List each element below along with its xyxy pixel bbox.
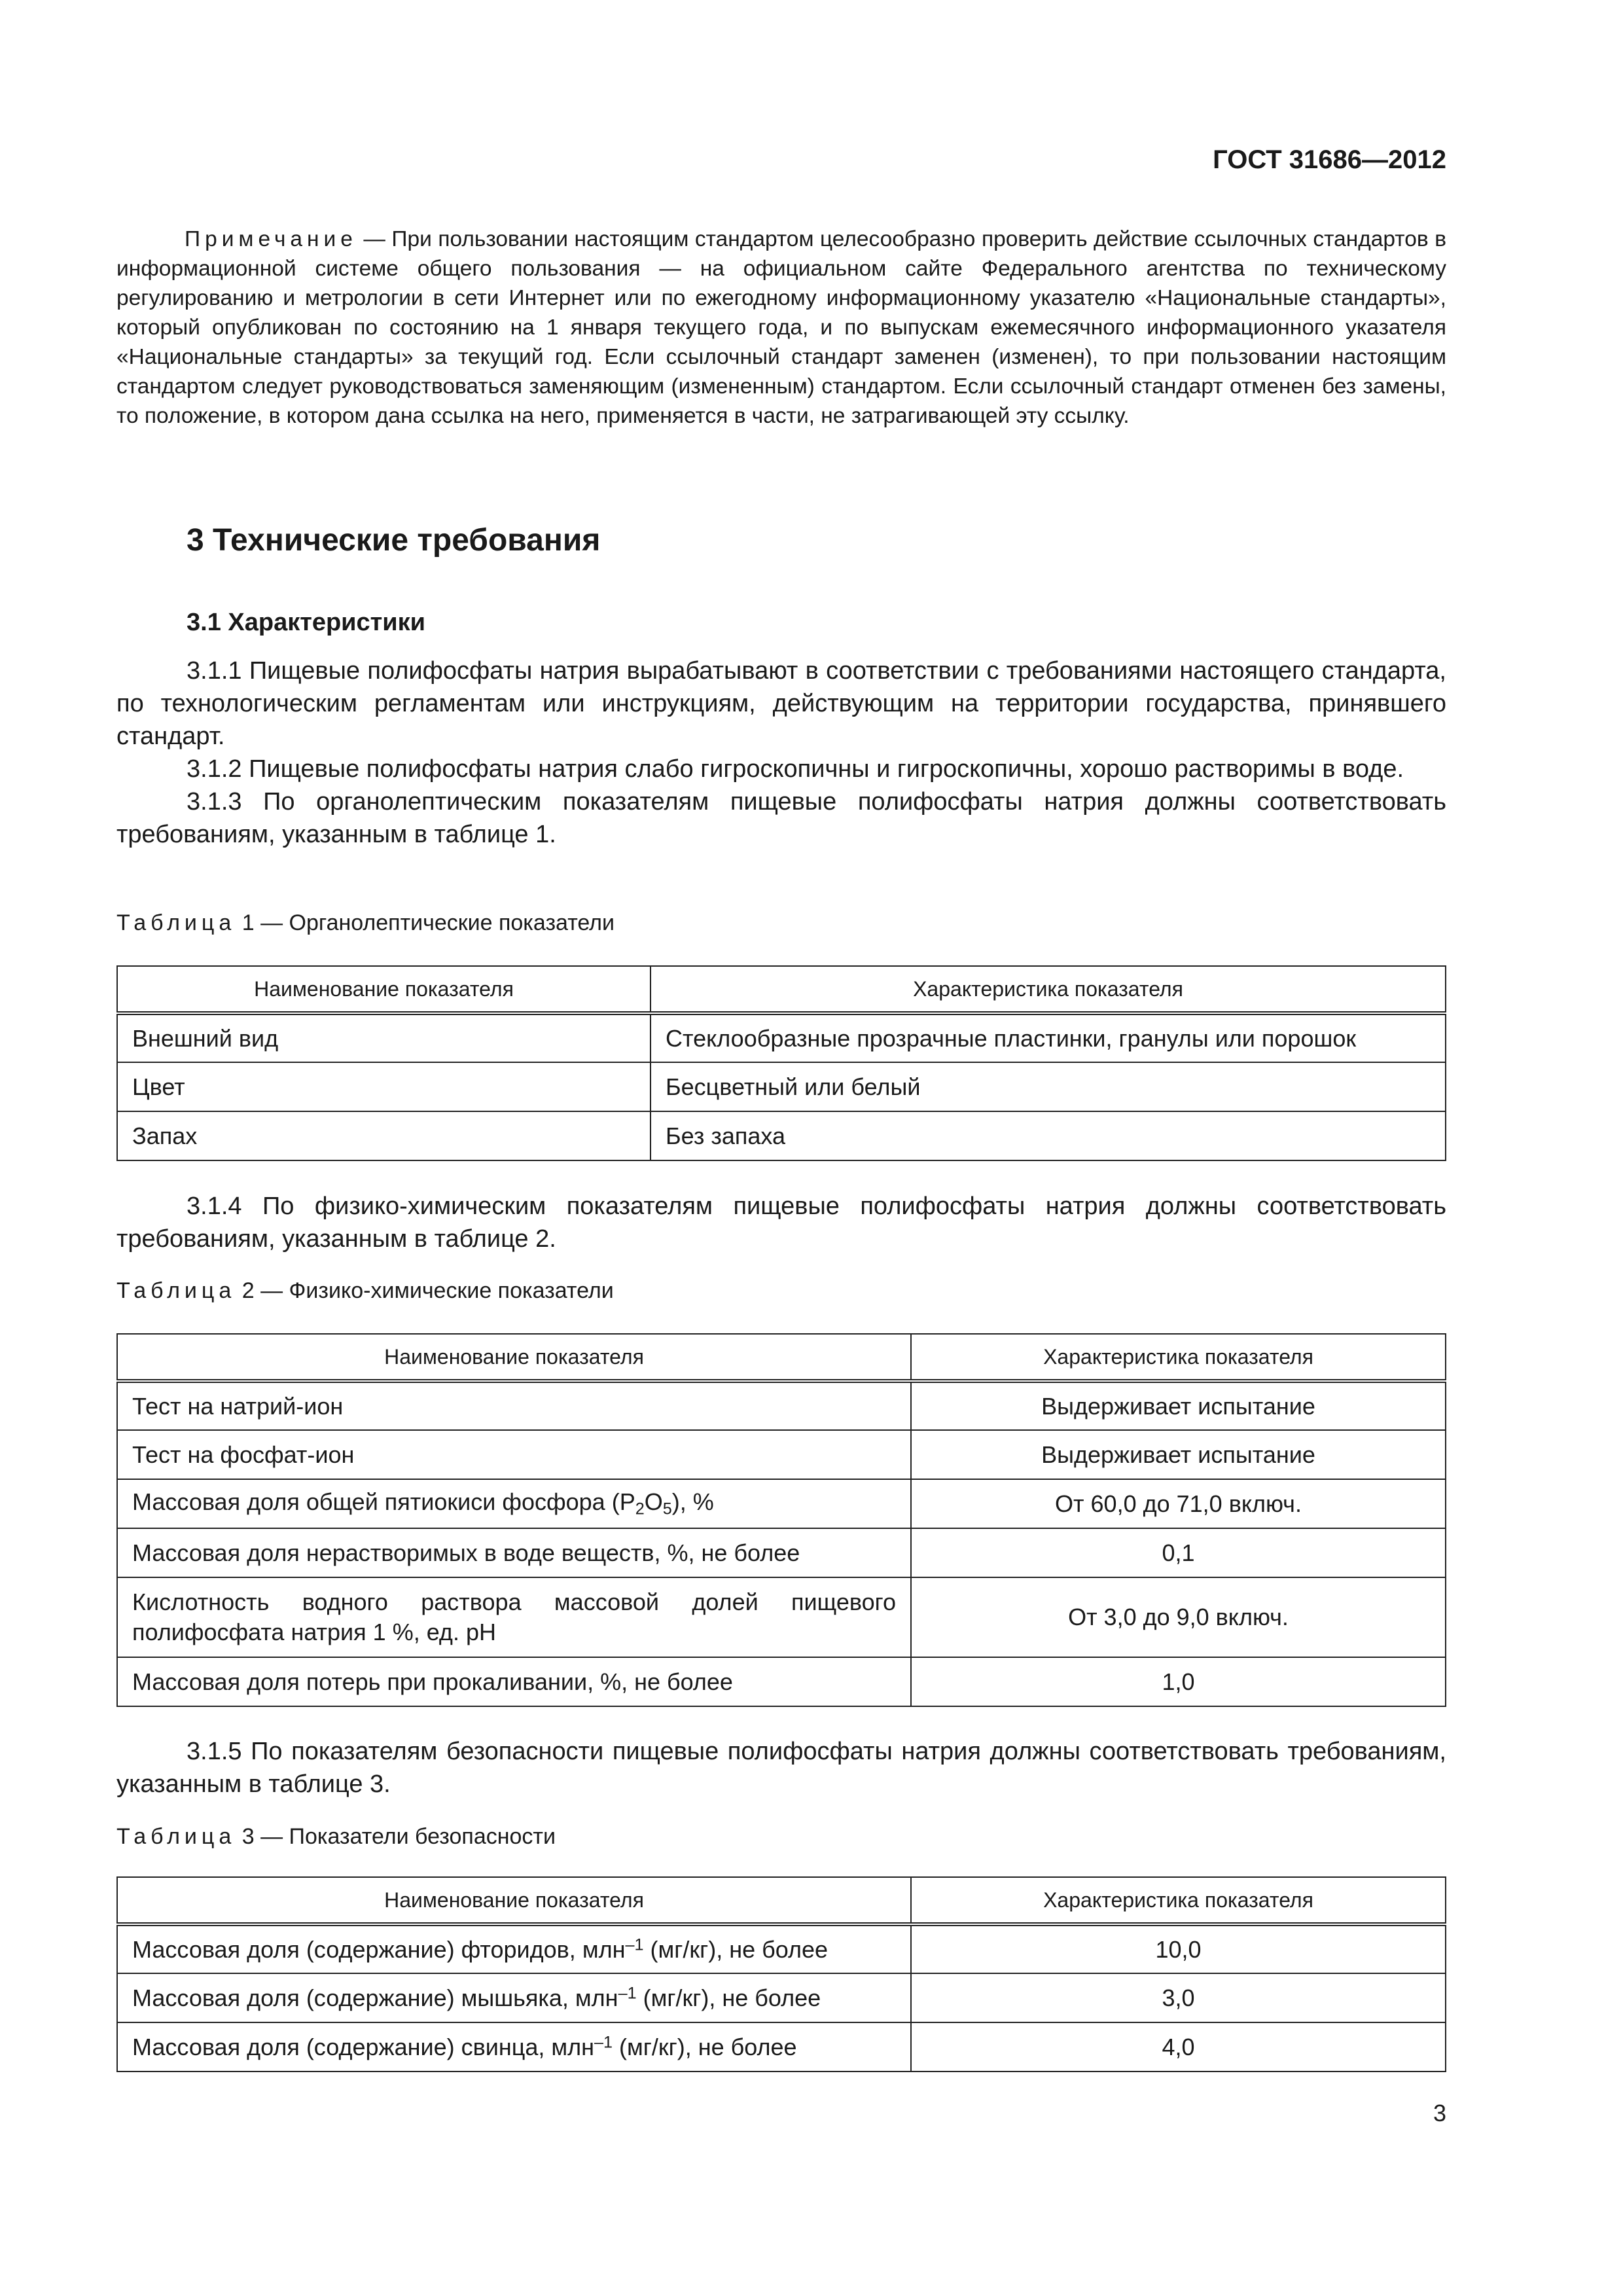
table-header-cell: Наименование показателя xyxy=(117,1877,911,1924)
paragraph-3-1-4-block xyxy=(116,1190,1446,1255)
paragraph-3-1-3: 3.1.3 По органолептическим показателям пищевые полифосфаты натрия должны соответствовать требованиям, указанным в таблице 1. xyxy=(116,788,1446,848)
table-header-cell: Характеристика показателя xyxy=(911,1877,1446,1924)
subsection-title: 3.1 Характеристики xyxy=(187,609,426,636)
page-number: 3 xyxy=(1433,2100,1446,2126)
table-cell: Тест на фосфат-ион xyxy=(117,1430,911,1479)
table-header-cell: Характеристика показателя xyxy=(651,966,1446,1013)
table-cell: Тест на натрий-ион xyxy=(117,1381,911,1430)
paragraph-3-1-5-block xyxy=(116,1735,1446,1801)
table-cell: 4,0 xyxy=(911,2022,1446,2072)
table-cell: 3,0 xyxy=(911,1973,1446,2022)
reference-note xyxy=(116,224,1446,431)
table-row xyxy=(117,1111,1446,1160)
table-cell: Выдерживает испытание xyxy=(911,1381,1446,1430)
table-header-row xyxy=(117,966,1446,1013)
table1-label: Таблица xyxy=(116,910,236,935)
table-row xyxy=(117,1062,1446,1111)
table-cell: 1,0 xyxy=(911,1657,1446,1706)
table1-organoleptic xyxy=(116,965,1446,1161)
table-cell: Массовая доля (содержание) фторидов, млн$^{-1}$ (мг/кг), не более xyxy=(117,1924,911,1973)
table-cell: Массовая доля потерь при прокаливании, %, не более xyxy=(117,1657,911,1706)
table-cell: Массовая доля (содержание) свинца, млн$^{-1}$ (мг/кг), не более xyxy=(117,2022,911,2072)
table2-caption-text: 2 — Физико-химические показатели xyxy=(236,1278,614,1303)
table-cell: Бесцветный или белый xyxy=(651,1062,1446,1111)
table-cell: Выдерживает испытание xyxy=(911,1430,1446,1479)
table-header-cell: Характеристика показателя xyxy=(911,1334,1446,1381)
table-cell: Без запаха xyxy=(651,1111,1446,1160)
paragraph-3-1-5: 3.1.5 По показателям безопасности пищевые полифосфаты натрия должны соответствовать требованиям, указанным в таблице 3. xyxy=(116,1738,1446,1798)
table-row xyxy=(117,1577,1446,1657)
table-row xyxy=(117,1973,1446,2022)
table3-label: Таблица xyxy=(116,1824,236,1849)
table-row xyxy=(117,1479,1446,1528)
table-cell: Кислотность водного раствора массовой долей пищевого полифосфата натрия 1 %, ед. pH xyxy=(117,1577,911,1657)
table-cell: Внешний вид xyxy=(117,1013,651,1062)
table-cell: Массовая доля общей пятиокиси фосфора $(P_2O_5)$, % xyxy=(117,1479,911,1528)
document-code-header: ГОСТ 31686—2012 xyxy=(1213,145,1446,174)
table-header-row xyxy=(117,1334,1446,1381)
table-cell: От 3,0 до 9,0 включ. xyxy=(911,1577,1446,1657)
note-text: — При пользовании настоящим стандартом целесообразно проверить действие ссылочных стандартов в информационной системе общего пользования — на официальном сайте Федерального агентства по техническому регулированию и метрологии в сети Интернет или по ежегодному информационному указателю «Национальные стандарты», который опубликован по состоянию на 1 января текущего года, и по выпускам ежемесячного информационного указателя «Национальные стандарты» за текущий год. Если ссылочный стандарт заменен (изменен), то при пользовании настоящим стандартом следует руководствоваться заменяющим (измененным) стандартом. Если ссылочный стандарт отменен без замены, то положение, в котором дана ссылка на него, применяется в части, не затрагивающей эту ссылку. xyxy=(116,227,1446,428)
paragraph-3-1-1: 3.1.1 Пищевые полифосфаты натрия вырабатывают в соответствии с требованиями настоящего стандарта, по технологическим регламентам или инструкциям, действующим на территории государства, принявшего стандарт. xyxy=(116,657,1446,750)
paragraph-3-1-4: 3.1.4 По физико-химическим показателям пищевые полифосфаты натрия должны соответствовать требованиям, указанным в таблице 2. xyxy=(116,1193,1446,1253)
table-cell: Стеклообразные прозрачные пластинки, гранулы или порошок xyxy=(651,1013,1446,1062)
table-cell: 10,0 xyxy=(911,1924,1446,1973)
table-cell: Массовая доля (содержание) мышьяка, млн$^{-1}$ (мг/кг), не более xyxy=(117,1973,911,2022)
section-title: 3 Технические требования xyxy=(187,523,601,558)
table2-label: Таблица xyxy=(116,1278,236,1303)
table2-caption xyxy=(116,1278,614,1304)
table-cell: Цвет xyxy=(117,1062,651,1111)
table-header-cell: Наименование показателя xyxy=(117,1334,911,1381)
table3-safety xyxy=(116,1876,1446,2072)
table3-caption-text: 3 — Показатели безопасности xyxy=(236,1824,556,1849)
table-row xyxy=(117,1657,1446,1706)
paragraph-3-1-2: 3.1.2 Пищевые полифосфаты натрия слабо гигроскопичны и гигроскопичны, хорошо растворимы в воде. xyxy=(187,755,1404,783)
table-header-cell: Наименование показателя xyxy=(117,966,651,1013)
note-label: Примечание xyxy=(185,227,357,251)
table-cell: Массовая доля нерастворимых в воде веществ, %, не более xyxy=(117,1528,911,1577)
table1-caption xyxy=(116,910,615,936)
paragraphs-3-1-1-to-3-1-3 xyxy=(116,655,1446,851)
table1-caption-text: 1 — Органолептические показатели xyxy=(236,910,615,935)
table-row xyxy=(117,2022,1446,2072)
table-row xyxy=(117,1924,1446,1973)
table2-physico-chemical xyxy=(116,1333,1446,1707)
table-cell: Запах xyxy=(117,1111,651,1160)
table-row xyxy=(117,1528,1446,1577)
table-row xyxy=(117,1013,1446,1062)
table-row xyxy=(117,1381,1446,1430)
table-cell: 0,1 xyxy=(911,1528,1446,1577)
table3-caption xyxy=(116,1824,556,1850)
table-cell: От 60,0 до 71,0 включ. xyxy=(911,1479,1446,1528)
table-header-row xyxy=(117,1877,1446,1924)
table-row xyxy=(117,1430,1446,1479)
